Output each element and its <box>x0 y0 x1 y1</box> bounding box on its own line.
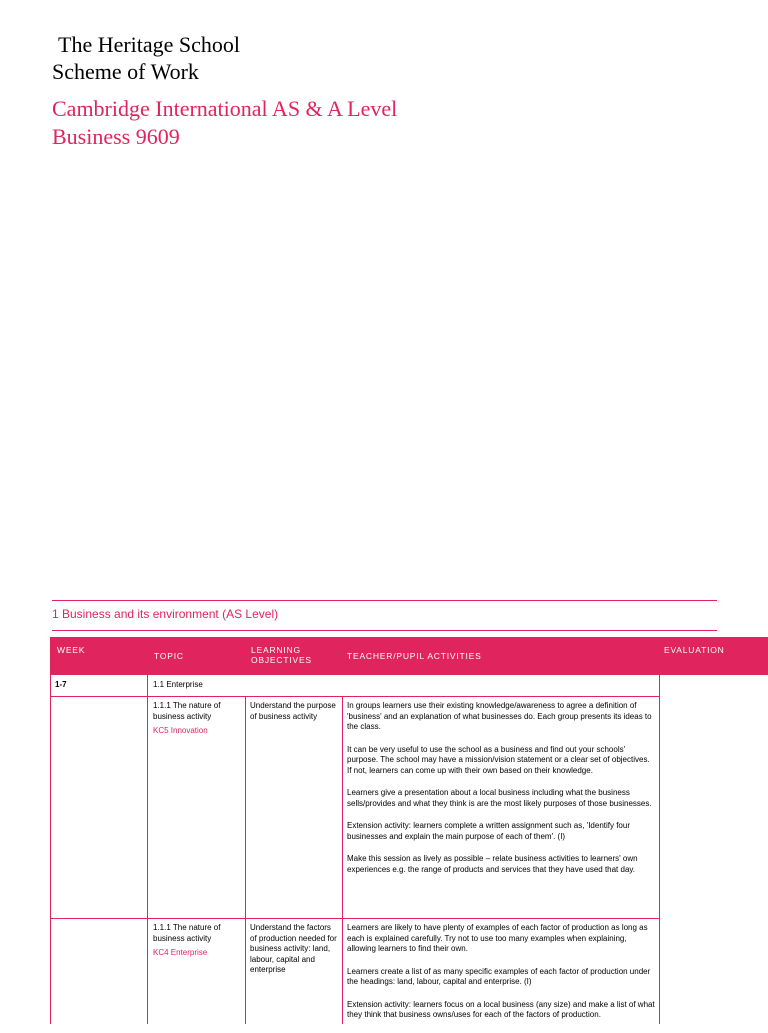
grid-line <box>245 696 246 1024</box>
course-title: Cambridge International AS & A Level <box>52 96 398 121</box>
grid-line <box>50 696 659 697</box>
table-row-activities <box>347 923 655 1033</box>
activity-paragraph: Learners are likely to have plenty of examples of each factor of production as long as each is explained carefully. Try not to use too many examples when explaining, allowing learners to find their own. <box>347 923 648 953</box>
activity-paragraph: Extension activity: learners complete a written assignment such as, 'Identify four businesses and explain the main purpose of each of them'. (I) <box>347 821 630 841</box>
table-row-objective: Understand the purpose of business activity <box>250 701 336 721</box>
column-header-evaluation: EVALUATION <box>664 645 725 655</box>
table-row-topic <box>153 701 241 737</box>
grid-line <box>342 696 343 1024</box>
week-cell: 1-7 <box>55 680 67 689</box>
table-row-objective: Understand the factors of production needed for business activity: land, labour, capital and enterprise <box>250 923 337 974</box>
column-header-week: WEEK <box>57 645 86 655</box>
course-code: Business 9609 <box>52 124 180 149</box>
grid-line <box>50 918 659 919</box>
document-subtitle: Scheme of Work <box>52 59 199 84</box>
activity-paragraph: Learners create a list of as many specific examples of each factor of production under the headings: land, labour, capital and enterprise. (I) <box>347 966 651 986</box>
topic-text: 1.1.1 The nature of business activity <box>153 701 221 721</box>
key-concept: KC5 Innovation <box>153 726 208 735</box>
activity-paragraph: It can be very useful to use the school as a business and find out your schools' purpose. The school may have a mission/vision statement or a clear set of objectives. If not, learners can come up with their own based on their knowledge. <box>347 744 650 775</box>
column-header-topic: TOPIC <box>154 651 184 661</box>
topic-group-cell: 1.1 Enterprise <box>153 680 203 689</box>
activity-paragraph: Make this session as lively as possible – relate business activities to learners' own experiences e.g. the range of products and services that they have used that day. <box>347 854 638 874</box>
activity-paragraph: In groups learners use their existing knowledge/awareness to agree a definition of 'business' and an explanation of what businesses do. Each group presents its ideas to the class. <box>347 701 652 731</box>
table-row-activities <box>347 701 655 887</box>
grid-line <box>659 675 660 1024</box>
key-concept: KC4 Enterprise <box>153 948 208 957</box>
school-name: The Heritage School <box>58 32 241 57</box>
table-row-topic <box>153 923 241 959</box>
column-header-objectives: LEARNING OBJECTIVES <box>251 645 312 665</box>
section-title: 1 Business and its environment (AS Level) <box>52 607 279 621</box>
grid-line <box>50 675 51 1024</box>
section-bottom-rule <box>52 630 717 631</box>
column-header-activities: TEACHER/PUPIL ACTIVITIES <box>347 651 482 661</box>
section-top-rule <box>52 600 717 601</box>
topic-text: 1.1.1 The nature of business activity <box>153 923 221 943</box>
activity-paragraph: Extension activity: learners focus on a local business (any size) and make a list of what they think that business owns/uses for each of the factors of production. <box>347 999 655 1019</box>
activity-paragraph: Learners give a presentation about a local business including what the business sells/provides and what they think is are the most likely purposes of those businesses. <box>347 788 652 808</box>
grid-line <box>147 675 148 1024</box>
